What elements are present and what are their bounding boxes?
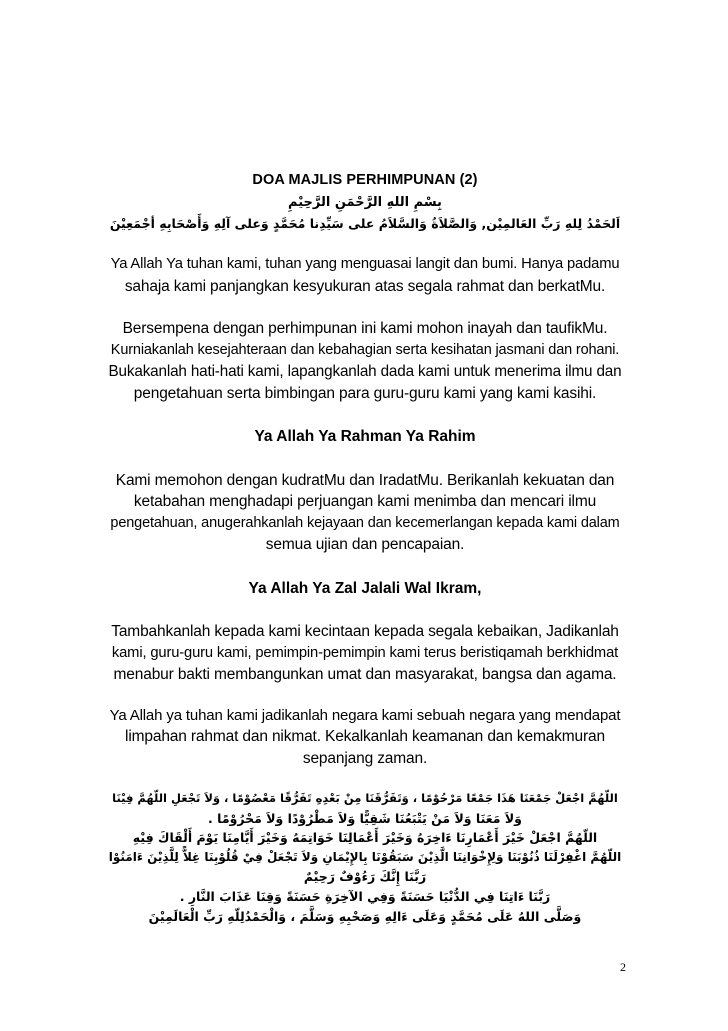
paragraph-assembly — [108, 318, 622, 404]
arabic-line: وَلاَ مَعَنَا وَلاَ مَنْ يَتْبَعُنَا شَقِيًّا وَلاَ مَطْرُوْدًا وَلاَ مَحْرُوْمًا . — [208, 810, 522, 826]
paragraph-gratitude — [108, 254, 622, 297]
paragraph-strength — [108, 470, 622, 556]
paragraph-nation — [108, 705, 622, 770]
paragraph-line: Kurniakanlah kesejahteraan dan kebahagian serta kesihatan jasmani dan rohani. — [110, 341, 620, 358]
document-body — [108, 170, 622, 926]
paragraph-line: ketabahan menghadapi perjuangan kami menimba dan mencari ilmu — [133, 493, 597, 510]
paragraph-line: pengetahuan serta bimbingan para guru-guru kami yang kami kasihi. — [133, 384, 597, 402]
paragraph-line: Bersempena dengan perhimpunan ini kami mohon inayah dan taufikMu. — [122, 320, 608, 337]
opening-arabic: اَلحَمْدُ لِلهِ رَبِّ العَالمِيْن, وَالصَّلاَةُ وَالسَّلاَمُ على سَيِّدِنا مُحَمَّدٍ وَعلى آلِهِ وَأَصْحَابِهِ أجْمَعِيْنَ — [109, 216, 621, 231]
heading-ya-rahman: Ya Allah Ya Rahman Ya Rahim — [254, 428, 476, 445]
paragraph-line: pengetahuan, anugerahkanlah kejayaan dan kecemerlangan kepada kami dalam — [110, 514, 620, 531]
paragraph-line: Ya Allah Ya tuhan kami, tuhan yang menguasai langit dan bumi. Hanya padamu — [110, 256, 620, 272]
arabic-line: رَبَّنَا إِنَّكَ رَءُوْفٌ رَحِيْمٌ — [303, 869, 427, 885]
heading-zal-jalali: Ya Allah Ya Zal Jalali Wal Ikram, — [248, 579, 482, 597]
paragraph-line: Tambahkanlah kepada kami kecintaan kepada segala kebaikan, Jadikanlah — [111, 623, 619, 640]
paragraph-line: sepanjang zaman. — [302, 749, 428, 767]
paragraph-line: menabur bakti membangunkan umat dan masyarakat, bangsa dan agama. — [113, 666, 617, 683]
basmalah: بِسْمِ اللهِ الرَّحْمَنِ الرَّحِيْمِ — [288, 195, 442, 210]
arabic-line: اللّهُمَّ اجْعَلْ جَمْعَنَا هَذَا جَمْعًا مَرْحُوْمًا ، وَتَفَرُّقَنَا مِنْ بَعْدِهِ تَفَرُّقًا مَعْصُوْمًا ، وَلاَ تَجْعَلِ اللّهُمَّ فِيْنَا — [112, 791, 618, 805]
document-title: DOA MAJLIS PERHIMPUNAN (2) — [252, 172, 478, 188]
paragraph-line: Ya Allah ya tuhan kami jadikanlah negara kami sebuah negara yang mendapat — [109, 706, 621, 724]
paragraph-line: limpahan rahmat dan nikmat. Kekalkanlah keamanan dan kemakmuran — [125, 728, 605, 745]
arabic-line: وَصَلَّى اللهُ عَلَى مُحَمَّدٍ وَعَلَى ءَالِهِ وَصَحْبِهِ وَسَلَّمَ ، وَالْحَمْدُلِلّهِ رَبِّ الْعَالَمِيْنَ — [148, 908, 582, 924]
paragraph-line: sahaja kami panjangkan kesyukuran atas segala rahmat dan berkatMu. — [124, 277, 606, 295]
paragraph-line: semua ujian dan pencapaian. — [265, 536, 465, 553]
arabic-line: رَبَّنَا ءَاتِنَا فِي الدُّنْيَا حَسَنَةً وَفِي الآخِرَةِ حَسَنَةً وَقِنَا عَذَابَ النَّارِ . — [179, 888, 551, 904]
closing-arabic-prayer — [108, 789, 622, 926]
paragraph-line: kami, guru-guru kami, pemimpin-pemimpin kami terus beristiqamah berkhidmat — [111, 644, 619, 661]
arabic-line: اللّهُمَّ اغْفِرْلَنَا ذُنُوْبَنَا وَلِإِخْوَانِنَا الَّذِيْنَ سَبَقُوْنَا بِالإِيْمَانِ وَلاَ تَجْعَلْ فِيْ قُلُوْبِنَا غِلاًّ لِلَّذِيْنَ ءَامَنُوْا — [108, 849, 622, 864]
paragraph-goodness — [108, 621, 622, 686]
paragraph-line: Bukakanlah hati-hati kami, lapangkanlah dada kami untuk menerima ilmu dan — [108, 363, 622, 380]
paragraph-line: Kami memohon dengan kudratMu dan IradatMu. Berikanlah kekuatan dan — [115, 471, 615, 489]
page-number: 2 — [620, 960, 626, 974]
arabic-line: اللّهُمَّ اجْعَلْ خَيْرَ أَعْمَارِنَا ءَاخِرَهُ وَخَيْرَ أَعْمَالِنَا خَوَاتِمَهُ وَخَيْرَ أَيَّامِنَا يَوْمَ أَلْقَاكَ فِيْهِ — [132, 830, 598, 846]
